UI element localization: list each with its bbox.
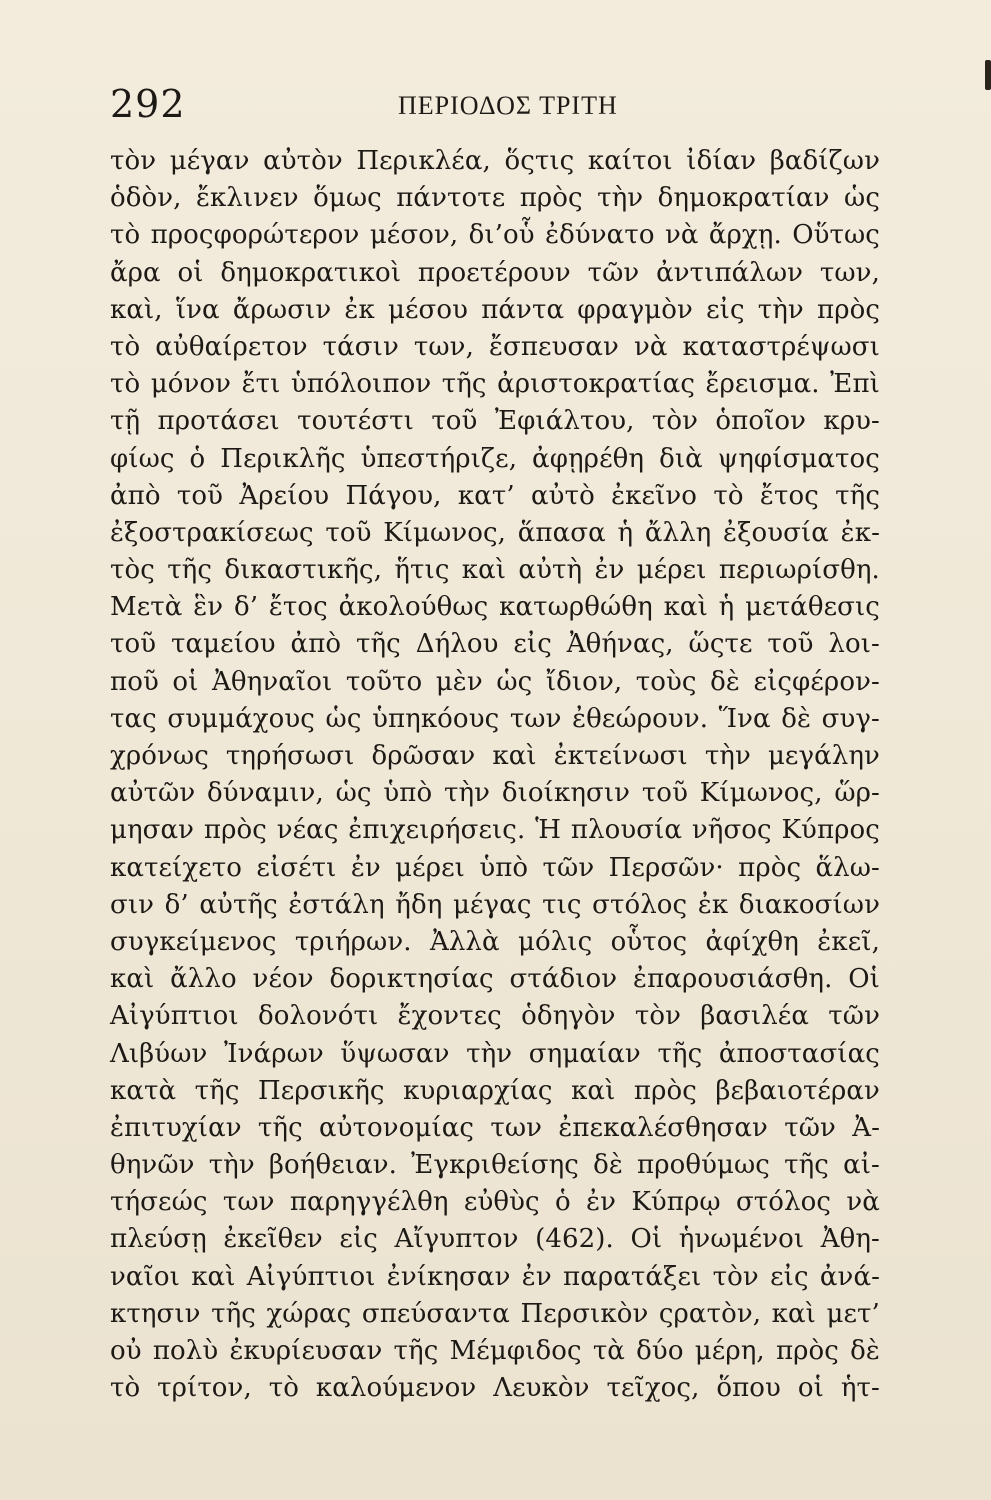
text-line: τήσεώς των παρηγγέλθη εὐθὺς ὁ ἐν Κύπρῳ στόλος νὰ [110,1187,880,1218]
text-line: τῇ προτάσει τουτέστι τοῦ Ἐφιάλτου, τὸν ὁποῖον κρυ- [110,406,880,437]
text-line: ἐξοστρακίσεως τοῦ Κίμωνος, ἅπασα ἡ ἄλλη ἐξουσία ἐκ- [110,517,880,548]
text-line: κτησιν τῆς χώρας σπεύσαντα Περσικὸν ςρατὸν, καὶ μετ’ [110,1298,880,1329]
text-line: μησαν πρὸς νέας ἐπιχειρήσεις. Ἡ πλουσία νῆσος Κύπρος [110,815,880,846]
page-number: 292 [110,82,186,126]
text-line: κατὰ τῆς Περσικῆς κυριαρχίας καὶ πρὸς βεβαιοτέραν [110,1075,880,1106]
text-line: Λιβύων Ἰνάρων ὕψωσαν τὴν σημαίαν τῆς ἀποστασίας [110,1038,880,1069]
text-line: τὸς τῆς δικαστικῆς, ἥτις καὶ αὐτὴ ἐν μέρει περιωρίσθη. [110,555,880,586]
page-header [110,82,880,126]
text-line: συγκείμενος τριήρων. Ἀλλὰ μόλις οὗτος ἀφίχθη ἐκεῖ, [110,926,880,957]
text-line: καὶ ἄλλο νέον δορικτησίας στάδιον ἐπαρουσιάσθη. Οἱ [110,964,880,995]
text-line: χρόνως τηρήσωσι δρῶσαν καὶ ἐκτείνωσι τὴν μεγάλην [110,741,880,771]
text-line: ποῦ οἱ Ἀθηναῖοι τοῦτο μὲν ὡς ἴδιον, τοὺς δὲ εἰςφέρον- [110,666,880,697]
text-line: ναῖοι καὶ Αἰγύπτιοι ἐνίκησαν ἐν παρατάξει τὸν εἰς ἀνά- [110,1261,880,1292]
text-line: θηνῶν τὴν βοήθειαν. Ἐγκριθείσης δὲ προθύμως τῆς αἰ- [110,1150,880,1181]
text-line: πλεύσῃ ἐκεῖθεν εἰς Αἴγυπτον (462). Οἱ ἡνωμένοι Ἀθη- [110,1224,880,1255]
text-line: αὐτῶν δύναμιν, ὡς ὑπὸ τὴν διοίκησιν τοῦ Κίμωνος, ὥρ- [110,778,880,809]
page-edge-mark [985,60,991,90]
body-text [110,143,880,1407]
text-line: τὸ αὐθαίρετον τάσιν των, ἔσπευσαν νὰ καταστρέψωσι [110,331,880,362]
text-line: ὁδὸν, ἔκλινεν ὅμως πάντοτε πρὸς τὴν δημοκρατίαν ὡς [110,183,880,214]
text-line: Αἰγύπτιοι δολονότι ἔχοντες ὁδηγὸν τὸν βασιλέα τῶν [110,1001,880,1032]
text-line: καὶ, ἵνα ἄρωσιν ἐκ μέσου πάντα φραγμὸν εἰς τὴν πρὸς [110,294,880,325]
text-line: τὸ μόνον ἔτι ὑπόλοιπον τῆς ἀριστοκρατίας ἔρεισμα. Ἐπὶ [110,369,880,400]
text-line: τὸν μέγαν αὐτὸν Περικλέα, ὅςτις καίτοι ἰδίαν βαδίζων [110,146,880,176]
text-line: ἄρα οἱ δημοκρατικοὶ προετέρουν τῶν ἀντιπάλων των, [110,257,880,288]
text-line: σιν δ’ αὐτῆς ἐστάλη ἤδη μέγας τις στόλος ἐκ διακοσίων [110,889,880,920]
text-line: τας συμμάχους ὡς ὑπηκόους των ἐθεώρουν. Ἵνα δὲ συγ- [110,703,880,734]
text-line: κατείχετο εἰσέτι ἐν μέρει ὑπὸ τῶν Περσῶν· πρὸς ἅλω- [110,852,880,883]
text-line: τὸ προςφορώτερον μέσον, δι’οὗ ἐδύνατο νὰ ἄρχῃ. Οὕτως [110,220,880,251]
text-line: φίως ὁ Περικλῆς ὑπεστήριζε, ἀφῃρέθη διὰ ψηφίσματος [110,443,880,474]
text-line: ἐπιτυχίαν τῆς αὐτονομίας των ἐπεκαλέσθησαν τῶν Ἀ- [110,1112,880,1143]
text-line: ἀπὸ τοῦ Ἀρείου Πάγου, κατ’ αὐτὸ ἐκεῖνο τὸ ἔτος τῆς [110,480,880,511]
running-title: ΠΕΡΙΟΔΟΣ ΤΡΙΤΗ [398,91,618,120]
text-line: Μετὰ ἓν δ’ ἔτος ἀκολούθως κατωρθώθη καὶ ἡ μετάθεσις [110,592,880,623]
text-line: τὸ τρίτον, τὸ καλούμενον Λευκὸν τεῖχος, ὅπου οἱ ἡτ- [110,1373,880,1404]
text-line: τοῦ ταμείου ἀπὸ τῆς Δήλου εἰς Ἀθήνας, ὥςτε τοῦ λοι- [110,629,880,660]
text-line: οὐ πολὺ ἐκυρίευσαν τῆς Μέμφιδος τὰ δύο μέρη, πρὸς δὲ [110,1336,880,1366]
